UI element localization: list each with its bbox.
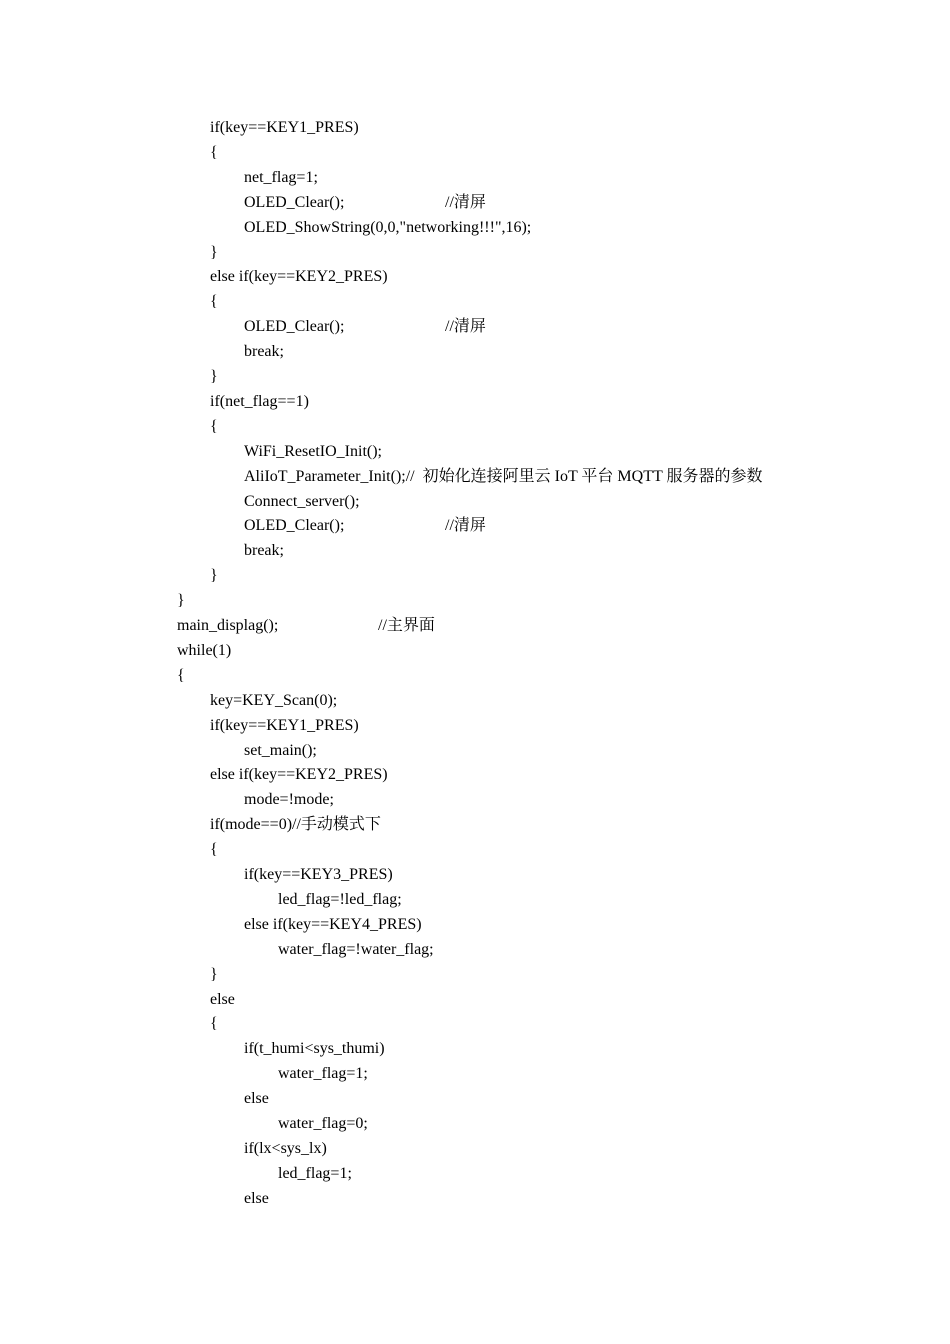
code-text: { xyxy=(210,1015,218,1033)
code-line xyxy=(0,965,950,985)
code-line xyxy=(0,267,950,287)
code-line xyxy=(0,417,950,437)
code-line xyxy=(0,218,950,238)
code-text: water_flag=1; xyxy=(278,1065,368,1083)
code-text: led_flag=!led_flag; xyxy=(278,890,402,908)
code-comment: //主界面 xyxy=(378,617,435,634)
code-text: if(t_humi<sys_thumi) xyxy=(244,1040,385,1058)
code-text: WiFi_ResetIO_Init(); xyxy=(244,442,382,460)
code-comment: //清屏 xyxy=(445,193,486,211)
code-text: else xyxy=(244,1090,269,1108)
code-text: break; xyxy=(244,343,284,361)
code-line xyxy=(0,591,950,611)
code-line xyxy=(0,641,950,661)
code-text: if(mode==0)//手动模式下 xyxy=(210,816,381,834)
code-line xyxy=(0,442,950,462)
code-text: if(net_flag==1) xyxy=(210,392,309,410)
code-comment: //清屏 xyxy=(445,318,486,336)
code-line xyxy=(0,616,950,636)
code-line xyxy=(0,815,950,835)
code-line xyxy=(0,1039,950,1059)
code-text: } xyxy=(177,592,185,610)
code-line xyxy=(0,691,950,711)
code-text: else xyxy=(244,1189,269,1207)
code-line xyxy=(0,243,950,263)
code-line xyxy=(0,317,950,337)
code-text: water_flag=!water_flag; xyxy=(278,940,434,958)
code-text: while(1) xyxy=(177,641,232,659)
code-line xyxy=(0,890,950,910)
code-line xyxy=(0,666,950,686)
code-text: water_flag=0; xyxy=(278,1115,368,1132)
code-text: } xyxy=(210,965,218,983)
code-line xyxy=(0,865,950,885)
code-line xyxy=(0,367,950,387)
code-line xyxy=(0,541,950,561)
code-line xyxy=(0,143,950,163)
code-text: led_flag=1; xyxy=(278,1164,352,1182)
code-text: OLED_Clear(); xyxy=(244,193,345,211)
code-text: set_main(); xyxy=(244,741,317,759)
code-line xyxy=(0,990,950,1010)
code-line xyxy=(0,492,950,512)
code-text: OLED_Clear(); xyxy=(244,517,345,535)
code-line xyxy=(0,516,950,536)
code-text: { xyxy=(177,666,185,684)
code-text: { xyxy=(210,417,218,435)
code-line xyxy=(0,292,950,312)
code-line xyxy=(0,566,950,586)
code-text: if(key==KEY3_PRES) xyxy=(244,866,393,883)
code-text: { xyxy=(210,143,218,161)
code-line xyxy=(0,840,950,860)
code-text: Connect_server(); xyxy=(244,492,360,510)
code-text: } xyxy=(210,243,218,261)
code-text: } xyxy=(210,567,218,585)
code-text: { xyxy=(210,293,218,311)
code-line xyxy=(0,168,950,188)
code-line xyxy=(0,1139,950,1159)
code-line xyxy=(0,1064,950,1084)
code-line xyxy=(0,741,950,761)
code-line xyxy=(0,940,950,960)
code-comment: //清屏 xyxy=(445,517,486,535)
code-text: else if(key==KEY2_PRES) xyxy=(210,766,388,784)
code-line xyxy=(0,915,950,935)
code-line xyxy=(0,716,950,736)
code-line xyxy=(0,1089,950,1109)
code-text: AliIoT_Parameter_Init();// 初始化连接阿里云 IoT 平台 MQTT 服务器的参数 xyxy=(244,467,763,485)
code-text: if(key==KEY1_PRES) xyxy=(210,716,359,734)
code-line xyxy=(0,342,950,362)
code-text: { xyxy=(210,841,218,859)
code-line xyxy=(0,765,950,785)
code-line xyxy=(0,392,950,412)
code-text: if(lx<sys_lx) xyxy=(244,1139,327,1157)
code-line xyxy=(0,1114,950,1134)
code-text: } xyxy=(210,368,218,385)
code-text: else if(key==KEY4_PRES) xyxy=(244,915,422,933)
code-line xyxy=(0,118,950,138)
code-text: else if(key==KEY2_PRES) xyxy=(210,268,388,286)
code-text: key=KEY_Scan(0); xyxy=(210,691,338,709)
code-text: if(key==KEY1_PRES) xyxy=(210,119,359,136)
code-text: OLED_Clear(); xyxy=(244,318,345,336)
code-line xyxy=(0,790,950,810)
code-text: net_flag=1; xyxy=(244,168,318,186)
code-line xyxy=(0,1189,950,1209)
code-text: break; xyxy=(244,542,284,560)
code-text: mode=!mode; xyxy=(244,791,334,809)
code-line xyxy=(0,467,950,487)
code-line xyxy=(0,193,950,213)
code-text: main_displag(); xyxy=(177,617,279,634)
code-line xyxy=(0,1014,950,1034)
code-line xyxy=(0,1164,950,1184)
code-text: OLED_ShowString(0,0,"networking!!!",16); xyxy=(244,218,532,236)
code-text: else xyxy=(210,990,235,1008)
